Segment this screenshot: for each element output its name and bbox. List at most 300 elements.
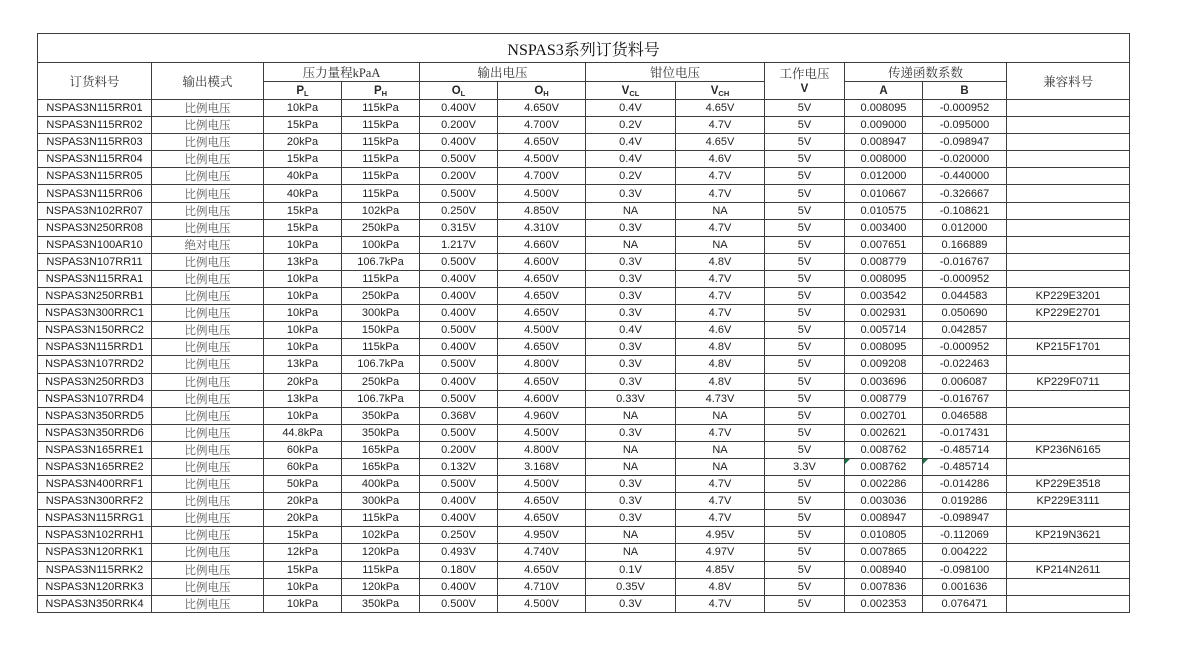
cell-ph: 120kPa	[342, 578, 420, 595]
cell-pl: 44.8kPa	[264, 424, 342, 441]
cell-v: 5V	[765, 561, 845, 578]
cell-pl: 15kPa	[264, 219, 342, 236]
cell-b: -0.485714	[923, 458, 1007, 475]
cell-compat	[1007, 578, 1130, 595]
cell-compat	[1007, 510, 1130, 527]
table-row	[38, 305, 1130, 322]
cell-ol: 0.500V	[420, 253, 498, 270]
cell-pl: 15kPa	[264, 202, 342, 219]
cell-compat	[1007, 185, 1130, 202]
cell-pl: 13kPa	[264, 356, 342, 373]
cell-part: NSPAS3N165RRE1	[38, 441, 152, 458]
cell-pl: 15kPa	[264, 151, 342, 168]
cell-b: 0.012000	[923, 219, 1007, 236]
cell-ph: 102kPa	[342, 527, 420, 544]
cell-oh: 4.500V	[498, 151, 586, 168]
cell-part: NSPAS3N300RRF2	[38, 493, 152, 510]
cell-mode: 比例电压	[152, 168, 264, 185]
cell-v: 5V	[765, 151, 845, 168]
cell-pl: 20kPa	[264, 510, 342, 527]
cell-vch: 4.7V	[676, 219, 765, 236]
table-row	[38, 373, 1130, 390]
cell-vcl: 0.4V	[586, 322, 676, 339]
cell-mode: 比例电压	[152, 390, 264, 407]
cell-part: NSPAS3N100AR10	[38, 236, 152, 253]
cell-v: 5V	[765, 595, 845, 612]
cell-b: -0.016767	[923, 390, 1007, 407]
cell-v: 5V	[765, 253, 845, 270]
cell-b: -0.485714	[923, 441, 1007, 458]
title-row	[38, 34, 1130, 63]
col-header-coeff-b: B	[923, 82, 1007, 100]
cell-vch: 4.95V	[676, 527, 765, 544]
cell-ol: 0.250V	[420, 202, 498, 219]
table-row	[38, 253, 1130, 270]
cell-a: 0.002931	[845, 305, 923, 322]
col-header-output-mode: 输出模式	[152, 63, 264, 100]
cell-b: 0.019286	[923, 493, 1007, 510]
cell-compat	[1007, 390, 1130, 407]
cell-oh: 4.660V	[498, 236, 586, 253]
table-row	[38, 493, 1130, 510]
cell-vcl: 0.3V	[586, 476, 676, 493]
cell-vch: NA	[676, 236, 765, 253]
col-header-compatible-part: 兼容料号	[1007, 63, 1130, 100]
cell-ph: 115kPa	[342, 134, 420, 151]
table-row	[38, 288, 1130, 305]
cell-ph: 100kPa	[342, 236, 420, 253]
cell-v: 5V	[765, 202, 845, 219]
cell-compat: KP229E2701	[1007, 305, 1130, 322]
cell-compat	[1007, 270, 1130, 287]
cell-b: -0.022463	[923, 356, 1007, 373]
cell-mode: 比例电压	[152, 527, 264, 544]
cell-vch: 4.6V	[676, 151, 765, 168]
cell-mode: 比例电压	[152, 288, 264, 305]
cell-b: -0.000952	[923, 100, 1007, 117]
cell-part: NSPAS3N400RRF1	[38, 476, 152, 493]
cell-ol: 0.400V	[420, 578, 498, 595]
cell-ph: 106.7kPa	[342, 253, 420, 270]
cell-mode: 比例电压	[152, 458, 264, 475]
cell-a: 0.008762	[845, 458, 923, 475]
cell-part: NSPAS3N115RR05	[38, 168, 152, 185]
cell-vcl: 0.2V	[586, 168, 676, 185]
cell-vch: 4.7V	[676, 288, 765, 305]
cell-vcl: NA	[586, 407, 676, 424]
table-row	[38, 458, 1130, 475]
cell-b: -0.000952	[923, 339, 1007, 356]
cell-a: 0.008779	[845, 253, 923, 270]
cell-oh: 4.650V	[498, 493, 586, 510]
cell-ol: 0.500V	[420, 185, 498, 202]
cell-mode: 比例电压	[152, 339, 264, 356]
cell-pl: 15kPa	[264, 527, 342, 544]
cell-vch: NA	[676, 407, 765, 424]
col-header-pl: $P_L$	[264, 82, 342, 100]
table-row	[38, 476, 1130, 493]
cell-part: NSPAS3N115RR02	[38, 117, 152, 134]
cell-vch: 4.8V	[676, 356, 765, 373]
cell-oh: 4.960V	[498, 407, 586, 424]
cell-ph: 115kPa	[342, 339, 420, 356]
table-row	[38, 424, 1130, 441]
col-header-oh: $O_H$	[498, 82, 586, 100]
cell-a: 0.008947	[845, 134, 923, 151]
cell-ph: 350kPa	[342, 407, 420, 424]
cell-mode: 比例电压	[152, 151, 264, 168]
cell-ph: 250kPa	[342, 373, 420, 390]
cell-oh: 4.950V	[498, 527, 586, 544]
cell-part: NSPAS3N115RRG1	[38, 510, 152, 527]
cell-mode: 比例电压	[152, 219, 264, 236]
cell-ol: 1.217V	[420, 236, 498, 253]
cell-part: NSPAS3N350RRD6	[38, 424, 152, 441]
cell-v: 5V	[765, 185, 845, 202]
cell-v: 5V	[765, 390, 845, 407]
cell-part: NSPAS3N120RRK3	[38, 578, 152, 595]
cell-part: NSPAS3N107RRD4	[38, 390, 152, 407]
cell-ph: 106.7kPa	[342, 356, 420, 373]
cell-a: 0.008095	[845, 270, 923, 287]
cell-oh: 4.650V	[498, 134, 586, 151]
cell-ph: 300kPa	[342, 305, 420, 322]
cell-ph: 115kPa	[342, 270, 420, 287]
cell-v: 5V	[765, 236, 845, 253]
cell-v: 5V	[765, 134, 845, 151]
cell-vcl: 0.3V	[586, 493, 676, 510]
cell-ph: 115kPa	[342, 185, 420, 202]
cell-vcl: 0.3V	[586, 219, 676, 236]
cell-mode: 比例电压	[152, 270, 264, 287]
cell-vch: 4.8V	[676, 373, 765, 390]
col-header-ph: $P_H$	[342, 82, 420, 100]
table-row	[38, 117, 1130, 134]
cell-pl: 10kPa	[264, 595, 342, 612]
cell-b: 0.050690	[923, 305, 1007, 322]
cell-vch: NA	[676, 202, 765, 219]
cell-compat	[1007, 595, 1130, 612]
cell-pl: 10kPa	[264, 322, 342, 339]
cell-oh: 4.710V	[498, 578, 586, 595]
cell-v: 5V	[765, 373, 845, 390]
cell-part: NSPAS3N115RR03	[38, 134, 152, 151]
cell-vcl: 0.2V	[586, 117, 676, 134]
cell-pl: 15kPa	[264, 117, 342, 134]
cell-oh: 4.650V	[498, 561, 586, 578]
cell-a: 0.007651	[845, 236, 923, 253]
cell-pl: 40kPa	[264, 168, 342, 185]
cell-pl: 40kPa	[264, 185, 342, 202]
cell-oh: 4.600V	[498, 390, 586, 407]
datasheet-table-container	[37, 33, 1130, 613]
cell-ph: 102kPa	[342, 202, 420, 219]
cell-oh: 4.650V	[498, 305, 586, 322]
cell-a: 0.003400	[845, 219, 923, 236]
working-voltage-unit: V	[800, 82, 809, 95]
table-row	[38, 407, 1130, 424]
cell-compat: KP229F0711	[1007, 373, 1130, 390]
cell-ol: 0.400V	[420, 510, 498, 527]
cell-part: NSPAS3N250RR08	[38, 219, 152, 236]
cell-oh: 4.700V	[498, 117, 586, 134]
part-number-table	[37, 33, 1130, 613]
cell-a: 0.002701	[845, 407, 923, 424]
cell-vch: 4.7V	[676, 424, 765, 441]
col-header-clamp-voltage: 钳位电压	[586, 63, 765, 82]
cell-pl: 10kPa	[264, 236, 342, 253]
cell-vcl: 0.3V	[586, 305, 676, 322]
table-title: NSPAS3系列订货料号	[38, 34, 1130, 63]
cell-v: 5V	[765, 476, 845, 493]
cell-compat: KP229E3518	[1007, 476, 1130, 493]
cell-compat	[1007, 202, 1130, 219]
cell-b: -0.108621	[923, 202, 1007, 219]
cell-b: -0.098947	[923, 510, 1007, 527]
cell-vch: 4.7V	[676, 305, 765, 322]
cell-part: NSPAS3N300RRC1	[38, 305, 152, 322]
cell-compat	[1007, 458, 1130, 475]
cell-compat: KP229E3111	[1007, 493, 1130, 510]
cell-pl: 15kPa	[264, 561, 342, 578]
table-row	[38, 441, 1130, 458]
cell-mode: 比例电压	[152, 202, 264, 219]
cell-b: -0.017431	[923, 424, 1007, 441]
table-row	[38, 510, 1130, 527]
cell-oh: 3.168V	[498, 458, 586, 475]
cell-compat: KP219N3621	[1007, 527, 1130, 544]
cell-ph: 115kPa	[342, 151, 420, 168]
cell-v: 5V	[765, 527, 845, 544]
cell-a: 0.002353	[845, 595, 923, 612]
cell-compat	[1007, 356, 1130, 373]
cell-vcl: 0.3V	[586, 339, 676, 356]
cell-vch: 4.7V	[676, 117, 765, 134]
cell-part: NSPAS3N120RRK1	[38, 544, 152, 561]
cell-b: 0.001636	[923, 578, 1007, 595]
table-row	[38, 185, 1130, 202]
cell-vch: NA	[676, 458, 765, 475]
cell-ol: 0.180V	[420, 561, 498, 578]
cell-compat	[1007, 544, 1130, 561]
cell-compat	[1007, 117, 1130, 134]
cell-compat	[1007, 168, 1130, 185]
cell-compat	[1007, 134, 1130, 151]
cell-b: 0.076471	[923, 595, 1007, 612]
cell-b: 0.006087	[923, 373, 1007, 390]
cell-ol: 0.315V	[420, 219, 498, 236]
cell-part: NSPAS3N350RRK4	[38, 595, 152, 612]
cell-b: -0.016767	[923, 253, 1007, 270]
cell-vcl: NA	[586, 441, 676, 458]
cell-part: NSPAS3N102RRH1	[38, 527, 152, 544]
cell-v: 5V	[765, 424, 845, 441]
cell-vcl: 0.35V	[586, 578, 676, 595]
cell-ph: 165kPa	[342, 458, 420, 475]
cell-mode: 绝对电压	[152, 236, 264, 253]
cell-ol: 0.400V	[420, 288, 498, 305]
cell-pl: 10kPa	[264, 339, 342, 356]
col-header-part-number: 订货料号	[38, 63, 152, 100]
cell-pl: 10kPa	[264, 288, 342, 305]
cell-v: 5V	[765, 544, 845, 561]
cell-a: 0.002621	[845, 424, 923, 441]
cell-oh: 4.800V	[498, 441, 586, 458]
cell-vcl: 0.3V	[586, 253, 676, 270]
cell-mode: 比例电压	[152, 441, 264, 458]
cell-a: 0.008095	[845, 339, 923, 356]
cell-oh: 4.650V	[498, 373, 586, 390]
table-row	[38, 151, 1130, 168]
cell-a: 0.010805	[845, 527, 923, 544]
cell-vcl: 0.1V	[586, 561, 676, 578]
cell-ol: 0.368V	[420, 407, 498, 424]
cell-vcl: 0.4V	[586, 100, 676, 117]
cell-a: 0.008940	[845, 561, 923, 578]
cell-mode: 比例电压	[152, 134, 264, 151]
table-row	[38, 390, 1130, 407]
cell-part: NSPAS3N115RR06	[38, 185, 152, 202]
cell-mode: 比例电压	[152, 493, 264, 510]
cell-mode: 比例电压	[152, 373, 264, 390]
cell-pl: 60kPa	[264, 441, 342, 458]
cell-a: 0.003542	[845, 288, 923, 305]
cell-b: -0.014286	[923, 476, 1007, 493]
cell-v: 5V	[765, 441, 845, 458]
table-row	[38, 544, 1130, 561]
cell-compat	[1007, 219, 1130, 236]
cell-part: NSPAS3N250RRD3	[38, 373, 152, 390]
cell-v: 5V	[765, 407, 845, 424]
cell-v: 5V	[765, 578, 845, 595]
col-header-transfer-coeff: 传递函数系数	[845, 63, 1007, 82]
col-header-pressure-range: 压力量程kPaA	[264, 63, 420, 82]
cell-vch: 4.7V	[676, 168, 765, 185]
table-row	[38, 322, 1130, 339]
table-row	[38, 595, 1130, 612]
cell-vcl: 0.3V	[586, 373, 676, 390]
cell-vcl: NA	[586, 458, 676, 475]
cell-ph: 250kPa	[342, 219, 420, 236]
cell-ph: 115kPa	[342, 117, 420, 134]
cell-ph: 350kPa	[342, 424, 420, 441]
cell-part: NSPAS3N165RRE2	[38, 458, 152, 475]
cell-a: 0.003036	[845, 493, 923, 510]
cell-vch: 4.7V	[676, 185, 765, 202]
cell-v: 5V	[765, 117, 845, 134]
cell-compat	[1007, 322, 1130, 339]
cell-b: 0.166889	[923, 236, 1007, 253]
cell-compat	[1007, 151, 1130, 168]
cell-vcl: 0.3V	[586, 270, 676, 287]
cell-mode: 比例电压	[152, 595, 264, 612]
cell-pl: 10kPa	[264, 270, 342, 287]
table-row	[38, 578, 1130, 595]
cell-pl: 50kPa	[264, 476, 342, 493]
cell-ph: 165kPa	[342, 441, 420, 458]
cell-oh: 4.650V	[498, 510, 586, 527]
cell-ph: 115kPa	[342, 510, 420, 527]
cell-mode: 比例电压	[152, 117, 264, 134]
cell-vch: 4.65V	[676, 134, 765, 151]
cell-pl: 10kPa	[264, 578, 342, 595]
col-header-vch: $V_{CH}$	[676, 82, 765, 100]
cell-compat: KP215F1701	[1007, 339, 1130, 356]
cell-pl: 13kPa	[264, 390, 342, 407]
cell-mode: 比例电压	[152, 253, 264, 270]
cell-mode: 比例电压	[152, 356, 264, 373]
cell-pl: 12kPa	[264, 544, 342, 561]
cell-pl: 60kPa	[264, 458, 342, 475]
cell-a: 0.007836	[845, 578, 923, 595]
cell-ph: 400kPa	[342, 476, 420, 493]
cell-oh: 4.310V	[498, 219, 586, 236]
cell-ol: 0.400V	[420, 493, 498, 510]
cell-vcl: 0.3V	[586, 510, 676, 527]
cell-oh: 4.800V	[498, 356, 586, 373]
table-row	[38, 168, 1130, 185]
cell-mode: 比例电压	[152, 476, 264, 493]
table-row	[38, 527, 1130, 544]
cell-mode: 比例电压	[152, 100, 264, 117]
cell-b: 0.044583	[923, 288, 1007, 305]
cell-vcl: 0.3V	[586, 185, 676, 202]
col-header-vcl: $V_{CL}$	[586, 82, 676, 100]
cell-b: -0.112069	[923, 527, 1007, 544]
cell-vch: 4.73V	[676, 390, 765, 407]
cell-v: 5V	[765, 305, 845, 322]
cell-v: 5V	[765, 356, 845, 373]
table-row	[38, 356, 1130, 373]
cell-vch: 4.7V	[676, 493, 765, 510]
cell-mode: 比例电压	[152, 510, 264, 527]
header-group-row	[38, 63, 1130, 82]
cell-vcl: NA	[586, 202, 676, 219]
cell-ol: 0.400V	[420, 373, 498, 390]
cell-ol: 0.200V	[420, 117, 498, 134]
cell-ph: 115kPa	[342, 561, 420, 578]
cell-oh: 4.650V	[498, 339, 586, 356]
cell-v: 5V	[765, 270, 845, 287]
cell-compat	[1007, 236, 1130, 253]
cell-vch: 4.7V	[676, 595, 765, 612]
cell-vch: 4.65V	[676, 100, 765, 117]
cell-ph: 250kPa	[342, 288, 420, 305]
cell-compat	[1007, 100, 1130, 117]
cell-vch: NA	[676, 441, 765, 458]
cell-vcl: 0.3V	[586, 288, 676, 305]
cell-ph: 115kPa	[342, 168, 420, 185]
cell-oh: 4.740V	[498, 544, 586, 561]
cell-b: -0.098100	[923, 561, 1007, 578]
cell-vcl: 0.4V	[586, 151, 676, 168]
cell-vcl: 0.3V	[586, 595, 676, 612]
cell-vcl: NA	[586, 527, 676, 544]
cell-ol: 0.493V	[420, 544, 498, 561]
cell-v: 5V	[765, 168, 845, 185]
cell-vcl: 0.4V	[586, 134, 676, 151]
cell-ol: 0.500V	[420, 476, 498, 493]
cell-b: -0.020000	[923, 151, 1007, 168]
cell-vch: 4.7V	[676, 476, 765, 493]
cell-oh: 4.500V	[498, 185, 586, 202]
cell-ph: 150kPa	[342, 322, 420, 339]
cell-b: 0.004222	[923, 544, 1007, 561]
cell-ph: 106.7kPa	[342, 390, 420, 407]
table-row	[38, 339, 1130, 356]
cell-a: 0.008000	[845, 151, 923, 168]
cell-ph: 300kPa	[342, 493, 420, 510]
